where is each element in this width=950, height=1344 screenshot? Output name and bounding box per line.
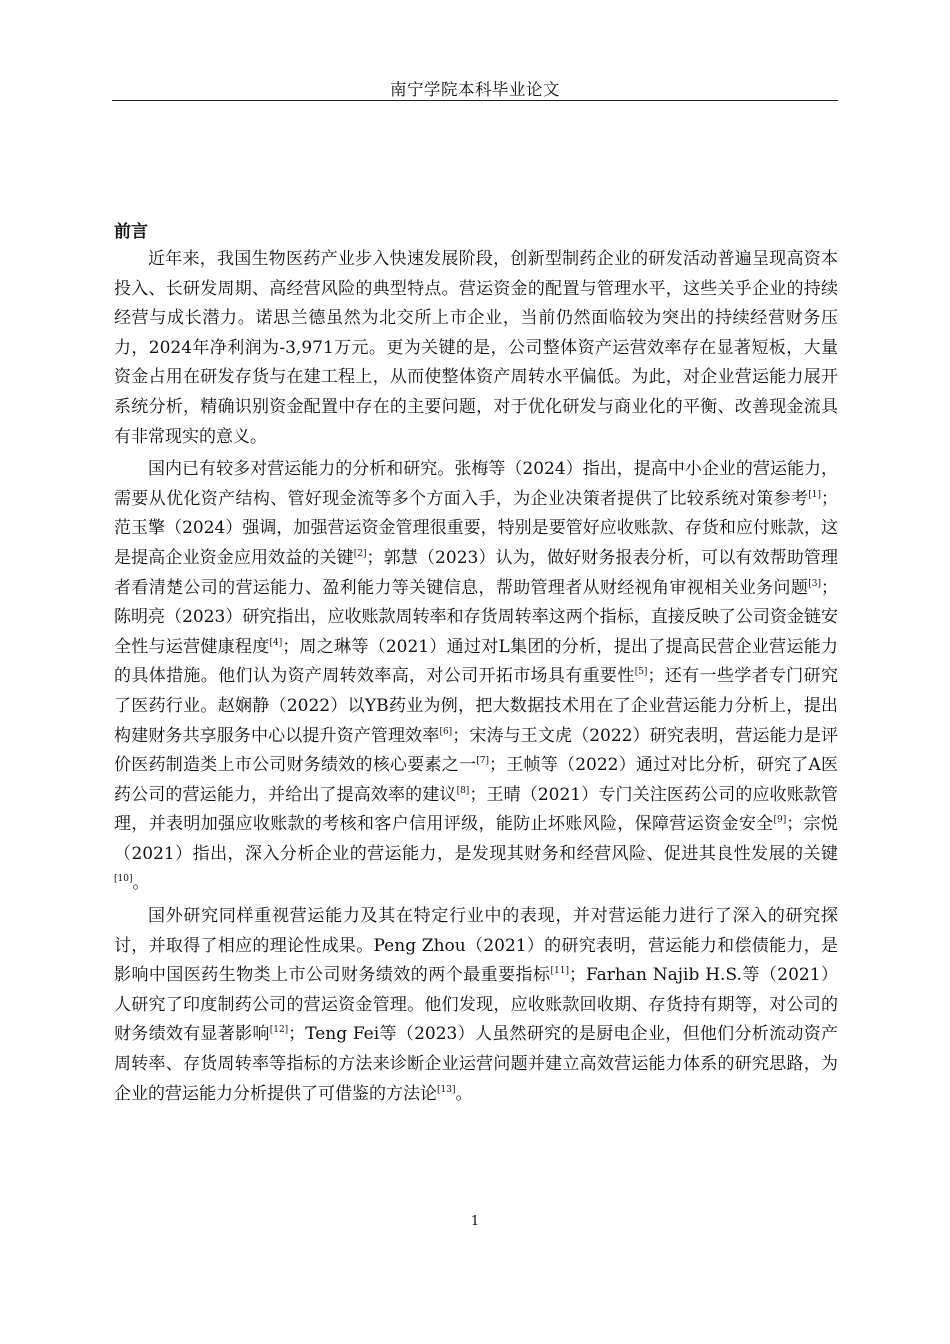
section-title: 前言 xyxy=(114,222,148,242)
paragraph-text: ；王晴（2021）专门关注医药公司的应收账款管理，并表明加强应收账款的考核和客户信用评级，能防止坏账风险，保障营运资金安全 xyxy=(114,784,839,835)
page-number: 1 xyxy=(470,1214,480,1229)
paragraph-text: 。 xyxy=(132,873,150,894)
paragraph-text: ；宋涛与王文虎（2022）研究表明，营运能力是评价医药制造类上市公司财务绩效的核心要素之一 xyxy=(114,725,839,776)
paragraph-text: ；还有一些学者专门研究了医药行业。赵娴静（2022）以YB药业为例，把大数据技术用在了企业营运能力分析上，提出构建财务共享服务中心以提升资产管理效率 xyxy=(114,666,838,746)
paragraph-text: ；王帧等（2022）通过对比分析，研究了A医药公司的营运能力，并给出了提高效率的建议 xyxy=(114,755,839,805)
paragraph-intro xyxy=(114,245,838,452)
header-rule xyxy=(112,100,838,101)
paragraph-text: ；宗悦（2021）指出，深入分析企业的营运能力，是发现其财务和经营风险、促进其良性发展的关键 xyxy=(114,814,839,864)
paragraph-text: ；周之琳等（2021）通过对L集团的分析，提出了提高民营企业营运能力的具体措施。他们认为资产周转效率高，对公司开拓市场具有重要性 xyxy=(114,636,838,687)
paragraph-text: 国内已有较多对营运能力的分析和研究。张梅等（2024）指出，提高中小企业的营运能力，需要从优化资产结构、管好现金流等多个方面入手，为企业决策者提供了比较系统对策参考 xyxy=(114,459,838,509)
paragraph-text: 近年来，我国生物医药产业步入快速发展阶段，创新型制药企业的研发活动普遍呈现高资本投入、长研发周期、高经营风险的典型特点。营运资金的配置与管理水平，这些关乎企业的持续经营与成长潜力。诺思兰德虽然为北交所上市企业，当前仍然面临较为突出的持续经营财务压力，2024年净利润为-3,971万元。更为关键的是，公司整体资产运营效率存在显著短板，大量资金占用在研发存货与在建工程上，从而使整体资产周转水平偏低。为此，对企业营运能力展开系统分析，精确识别资金配置中存在的主要问题，对于优化研发与商业化的平衡、改善现金流具有非常现实的意义。 xyxy=(114,249,838,447)
paragraph-text: ；陈明亮（2023）研究指出，应收账款周转率和存货周转率这两个指标，直接反映了公司资金链安全性与运营健康程度 xyxy=(114,577,838,657)
citation-ref: [1] xyxy=(808,489,821,500)
paragraph-text: ；郭慧（2023）认为，做好财务报表分析，可以有效帮助管理者看清楚公司的营运能力、盈利能力等关键信息，帮助管理者从财经视角审视相关业务问题 xyxy=(114,547,839,598)
paragraph-text: ；范玉擎（2024）强调，加强营运资金管理很重要，特别是要管好应收账款、存货和应付账款，这是提高企业资金应用效益的关键 xyxy=(114,488,838,568)
paragraph-foreign-research xyxy=(114,902,838,1109)
citation-ref: [4] xyxy=(269,637,283,648)
paragraph-text: 国外研究同样重视营运能力及其在特定行业中的表现，并对营运能力进行了深入的研究探讨，并取得了相应的理论性成果。Peng Zhou（2021）的研究表明，营运能力和偿债能力，是影响中国医药生物类上市公司财务绩效的两个最重要指标 xyxy=(114,906,838,986)
running-header: 南宁学院本科毕业论文 xyxy=(390,80,560,99)
citation-ref: [2] xyxy=(353,548,367,559)
citation-ref: [5] xyxy=(634,667,648,678)
citation-ref: [7] xyxy=(476,756,489,767)
citation-ref: [11] xyxy=(550,966,569,977)
paragraph-domestic-research xyxy=(114,455,838,899)
paragraph-text: ；Teng Fei等（2023）人虽然研究的是厨电企业，但他们分析流动资产周转率、存货周转率等指标的方法来诊断企业运营问题并建立高效营运能力体系的研究思路，为企业的营运能力分析提供了可借鉴的方法论 xyxy=(114,1024,838,1104)
citation-ref: [8] xyxy=(456,785,470,796)
citation-ref: [3] xyxy=(808,578,821,589)
body-text xyxy=(114,245,838,1109)
citation-ref: [13] xyxy=(437,1084,456,1095)
paragraph-text: 。 xyxy=(455,1083,473,1104)
citation-ref: [6] xyxy=(439,726,453,737)
citation-ref: [10] xyxy=(114,874,133,885)
citation-ref: [12] xyxy=(269,1025,289,1036)
paragraph-text: ；Farhan Najib H.S.等（2021）人研究了印度制药公司的营运资金管理。他们发现，应收账款回收期、存货持有期等，对公司的财务绩效有显著影响 xyxy=(114,965,839,1045)
citation-ref: [9] xyxy=(773,815,787,826)
